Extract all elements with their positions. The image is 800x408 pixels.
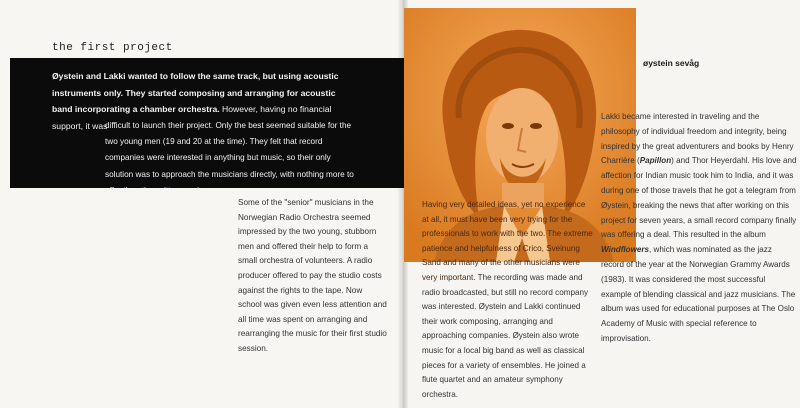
middle-text-on-photo: Having very detailed ideas, yet no experience at all, it must have been very trying for the professionals to work with the two. The extreme patience and helpfulness of Crico, Sveinung Sand and many of the other musicians were very important. <box>422 200 593 282</box>
album-title-windflowers: Windflowers <box>601 245 650 255</box>
intro-bold-text: Øystein and Lakki wanted to follow the same track, but using acoustic instruments only. They started composing and arranging for acoustic band incorporating a chamber orchestra. <box>52 71 339 114</box>
middle-text-below: The recording was made and radio broadcasted, but still no record company was interested. Øystein and Lakki continued their work composing, arranging and approaching companies. Øystein also wrote music for a local big band as well as classical pieces for a variety of ensembles. He joined a flute quartet and an amateur symphony orchestra. <box>422 272 589 399</box>
left-column-text: Some of the "senior" musicians in the Norwegian Radio Orchestra seemed impressed by the two young, stubborn men and offered their help to form a small orchestra of volunteers. A radio producer offered to pay the studio costs against the rights to the tape. Now school was given even less attention and all time was spent on arranging and rearranging the music for their first studio session. <box>238 198 387 353</box>
right-text-part-2: ) and Thor Heyerdahl. His love and affection for Indian music took him to India, and it was during one of those travels that he got a telegram from Øystein, breaking the news that after working on this project for seven years, a small record company finally was offering a deal. This resulted in the album <box>601 156 797 240</box>
book-title-papillon: Papillon <box>639 156 672 166</box>
right-column-text <box>601 110 797 347</box>
right-text-part-3: , which was nominated as the jazz record of the year at the Norwegian Grammy Awards (1983). It was considered the most successful example of blending classical and jazz musicians. The album was used for educational purposes at The Oslo Academy of Music with special reference to improvisation. <box>601 245 796 343</box>
section-heading-first-project: the first project <box>52 42 173 54</box>
intro-rest-text: However, having no financial support, it was <box>52 104 332 131</box>
intro-continuation: difficult to launch their project. Only the best seemed suitable for the two young men (19 and 20 at the time). They felt that record companies were interested in anything but music, so their only solution was to approach the musicians directly, with nothing more to offer than the written music. <box>105 121 354 195</box>
right-text-part-1: Lakki became interested in traveling and the philosophy of individual freedom and integrity, being inspired by the great adventurers and books by Henry Charrière ( <box>601 112 794 166</box>
middle-column-text <box>422 198 594 402</box>
section-heading-oystein-sevag: øystein sevåg <box>643 58 700 68</box>
